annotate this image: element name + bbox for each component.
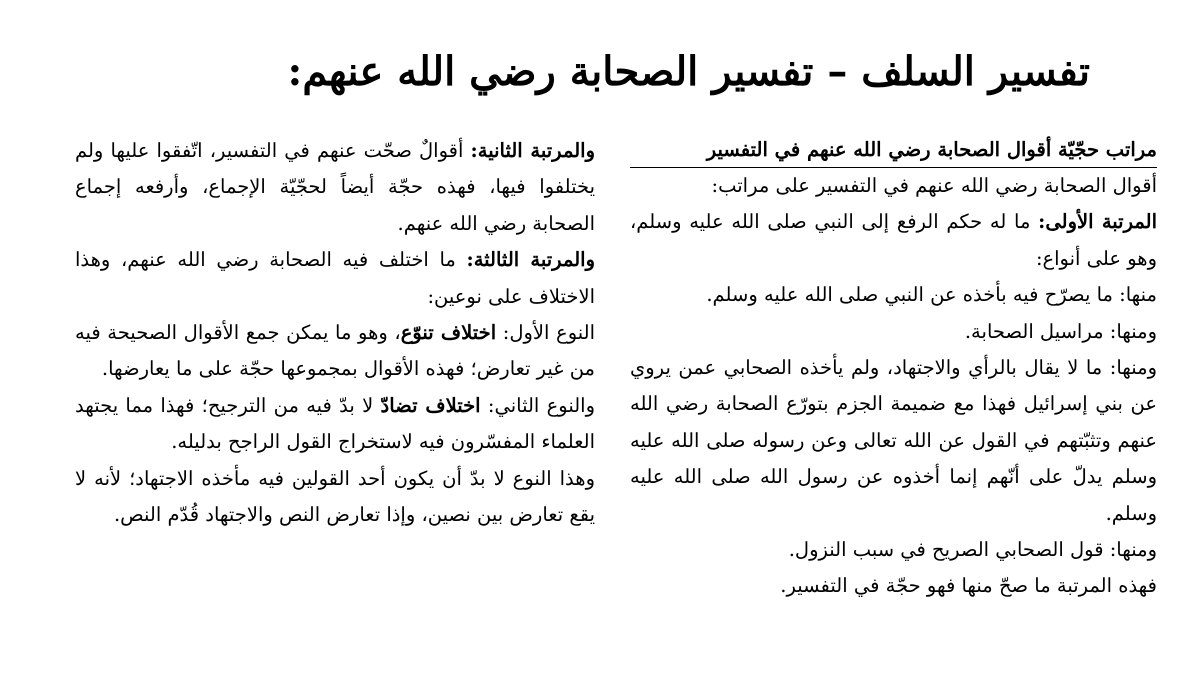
closing-paragraph: وهذا النوع لا بدّ أن يكون أحد القولين فيه مأخذه الاجتهاد؛ لأنه لا يقع تعارض بين نصين، وإذا تعارض النص والاجتهاد قُدّم النص. <box>75 466 595 527</box>
right-column <box>630 133 1157 605</box>
level1-text: ما له حكم الرفع إلى النبي صلى الله عليه وسلم، وهو على أنواع: <box>630 210 1157 270</box>
intro-paragraph: أقوال الصحابة رضي الله عنهم في التفسير على مراتب: <box>711 174 1157 197</box>
type2-paragraph <box>75 388 595 461</box>
section-heading: مراتب حجّيّة أقوال الصحابة رضي الله عنهم في التفسير <box>630 133 1157 168</box>
type1-text: ، وهو ما يمكن جمع الأقوال الصحيحة فيه من غير تعارض؛ فهذه الأقوال بمجموعها حجّة على ما يعارضها. <box>75 321 595 381</box>
type1-label: اختلاف تنوّع <box>400 321 497 345</box>
level3-label: والمرتبة الثالثة: <box>466 248 595 272</box>
level1-item-2: ومنها: مراسيل الصحابة. <box>964 319 1157 343</box>
level2-text: أقوالٌ صحّت عنهم في التفسير، اتّفقوا عليها ولم يختلفوا فيها، فهذه حجّة أيضاً لحجّيّة الإجماع، وأرفعه إجماع الصحابة رضي الله عنهم. <box>75 139 595 235</box>
level2-paragraph <box>75 133 595 242</box>
left-column <box>75 133 595 533</box>
type1-prefix: النوع الأول: <box>496 321 596 345</box>
level3-text: ما اختلف فيه الصحابة رضي الله عنهم، وهذا الاختلاف على نوعين: <box>75 248 595 308</box>
slide-title: تفسير السلف – تفسير الصحابة رضي الله عنهم: <box>287 48 1090 95</box>
level1-label: المرتبة الأولى: <box>1038 210 1158 234</box>
level3-paragraph <box>75 242 595 315</box>
level2-label: والمرتبة الثانية: <box>470 139 595 162</box>
level1-item-1: منها: ما يصرّح فيه بأخذه عن النبي صلى الله عليه وسلم. <box>706 283 1157 307</box>
level1-item-3: ومنها: ما لا يقال بالرأي والاجتهاد، ولم يأخذه الصحابي عمن يروي عن بني إسرائيل فهذا مع ضميمة الجزم بتورّع الصحابة رضي الله عنهم وتثبّتهم في القول عن الله تعالى وعن رسوله صلى الله عليه وسلم يدلّ على أنّهم إنما أخذوه عن رسول الله صلى الله عليه وسلم. <box>630 356 1157 525</box>
type1-paragraph <box>75 315 595 388</box>
level1-conclusion: فهذه المرتبة ما صحّ منها فهو حجّة في التفسير. <box>780 574 1157 598</box>
level1-item-4: ومنها: قول الصحابي الصريح في سبب النزول. <box>788 538 1157 562</box>
type2-label: اختلاف تضادّ <box>380 393 481 417</box>
type2-prefix: والنوع الثاني: <box>480 393 595 417</box>
level1-paragraph <box>630 204 1157 277</box>
type2-text: لا بدّ فيه من الترجيح؛ فهذا مما يجتهد العلماء المفسّرون فيه لاستخراج القول الراجح بدليله. <box>75 393 595 454</box>
